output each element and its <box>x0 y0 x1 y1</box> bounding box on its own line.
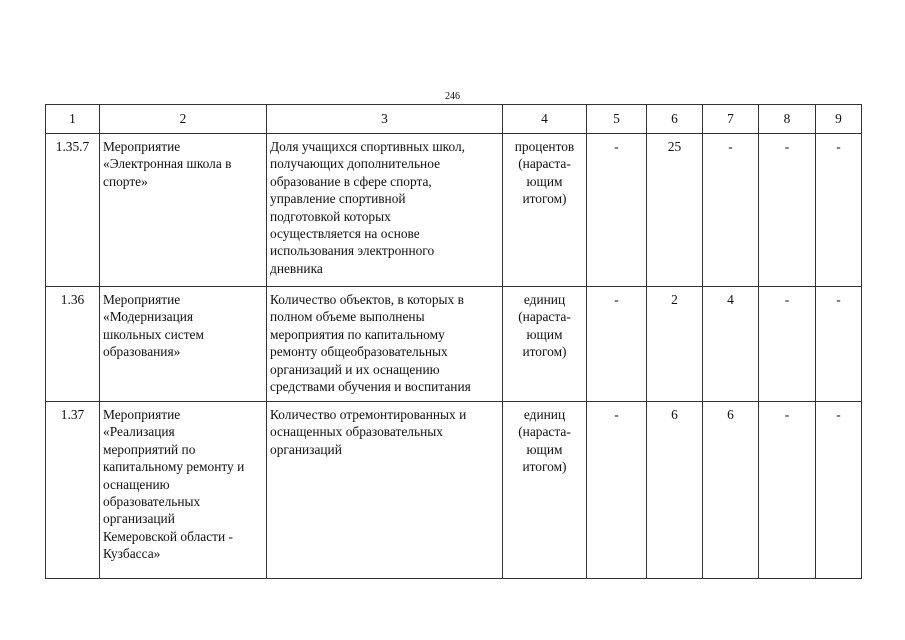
unit-of-measure: единиц (нараста- ющим итогом) <box>503 402 587 579</box>
row-number: 1.37 <box>46 402 100 579</box>
header-cell-2: 2 <box>100 105 267 134</box>
unit-of-measure: процентов (нараста- ющим итогом) <box>503 134 587 287</box>
header-cell-9: 9 <box>816 105 862 134</box>
header-cell-4: 4 <box>503 105 587 134</box>
header-cell-8: 8 <box>759 105 816 134</box>
value-col-8: - <box>759 134 816 287</box>
value-col-5: - <box>587 134 647 287</box>
header-cell-6: 6 <box>647 105 703 134</box>
value-col-5: - <box>587 402 647 579</box>
table-row <box>46 402 862 579</box>
value-col-8: - <box>759 402 816 579</box>
indicator-name: Доля учащихся спортивных школ, получающих дополнительное образование в сфере спорта, управление спортивной подготовкой которых осуществляется на основе использования электронного дневника <box>267 134 503 287</box>
activity-name: Мероприятие «Реализация мероприятий по капитальному ремонту и оснащению образовательных организаций Кемеровской области - Кузбасса» <box>100 402 267 579</box>
table-row <box>46 287 862 402</box>
table-header-row <box>46 105 862 134</box>
indicator-table <box>45 104 862 579</box>
value-col-7: 6 <box>703 402 759 579</box>
value-col-7: 4 <box>703 287 759 402</box>
value-col-6: 2 <box>647 287 703 402</box>
table-row <box>46 134 862 287</box>
row-number: 1.36 <box>46 287 100 402</box>
value-col-9: - <box>816 287 862 402</box>
header-cell-1: 1 <box>46 105 100 134</box>
page-number: 246 <box>445 91 460 102</box>
value-col-8: - <box>759 287 816 402</box>
header-cell-7: 7 <box>703 105 759 134</box>
value-col-9: - <box>816 134 862 287</box>
indicator-name: Количество отремонтированных и оснащенных образовательных организаций <box>267 402 503 579</box>
value-col-9: - <box>816 402 862 579</box>
indicator-name: Количество объектов, в которых в полном объеме выполнены мероприятия по капитальному ремонту общеобразовательных организаций и их оснащению средствами обучения и воспитания <box>267 287 503 402</box>
value-col-7: - <box>703 134 759 287</box>
activity-name: Мероприятие «Модернизация школьных систем образования» <box>100 287 267 402</box>
value-col-6: 6 <box>647 402 703 579</box>
activity-name: Мероприятие «Электронная школа в спорте» <box>100 134 267 287</box>
value-col-5: - <box>587 287 647 402</box>
row-number: 1.35.7 <box>46 134 100 287</box>
header-cell-5: 5 <box>587 105 647 134</box>
unit-of-measure: единиц (нараста- ющим итогом) <box>503 287 587 402</box>
header-cell-3: 3 <box>267 105 503 134</box>
value-col-6: 25 <box>647 134 703 287</box>
